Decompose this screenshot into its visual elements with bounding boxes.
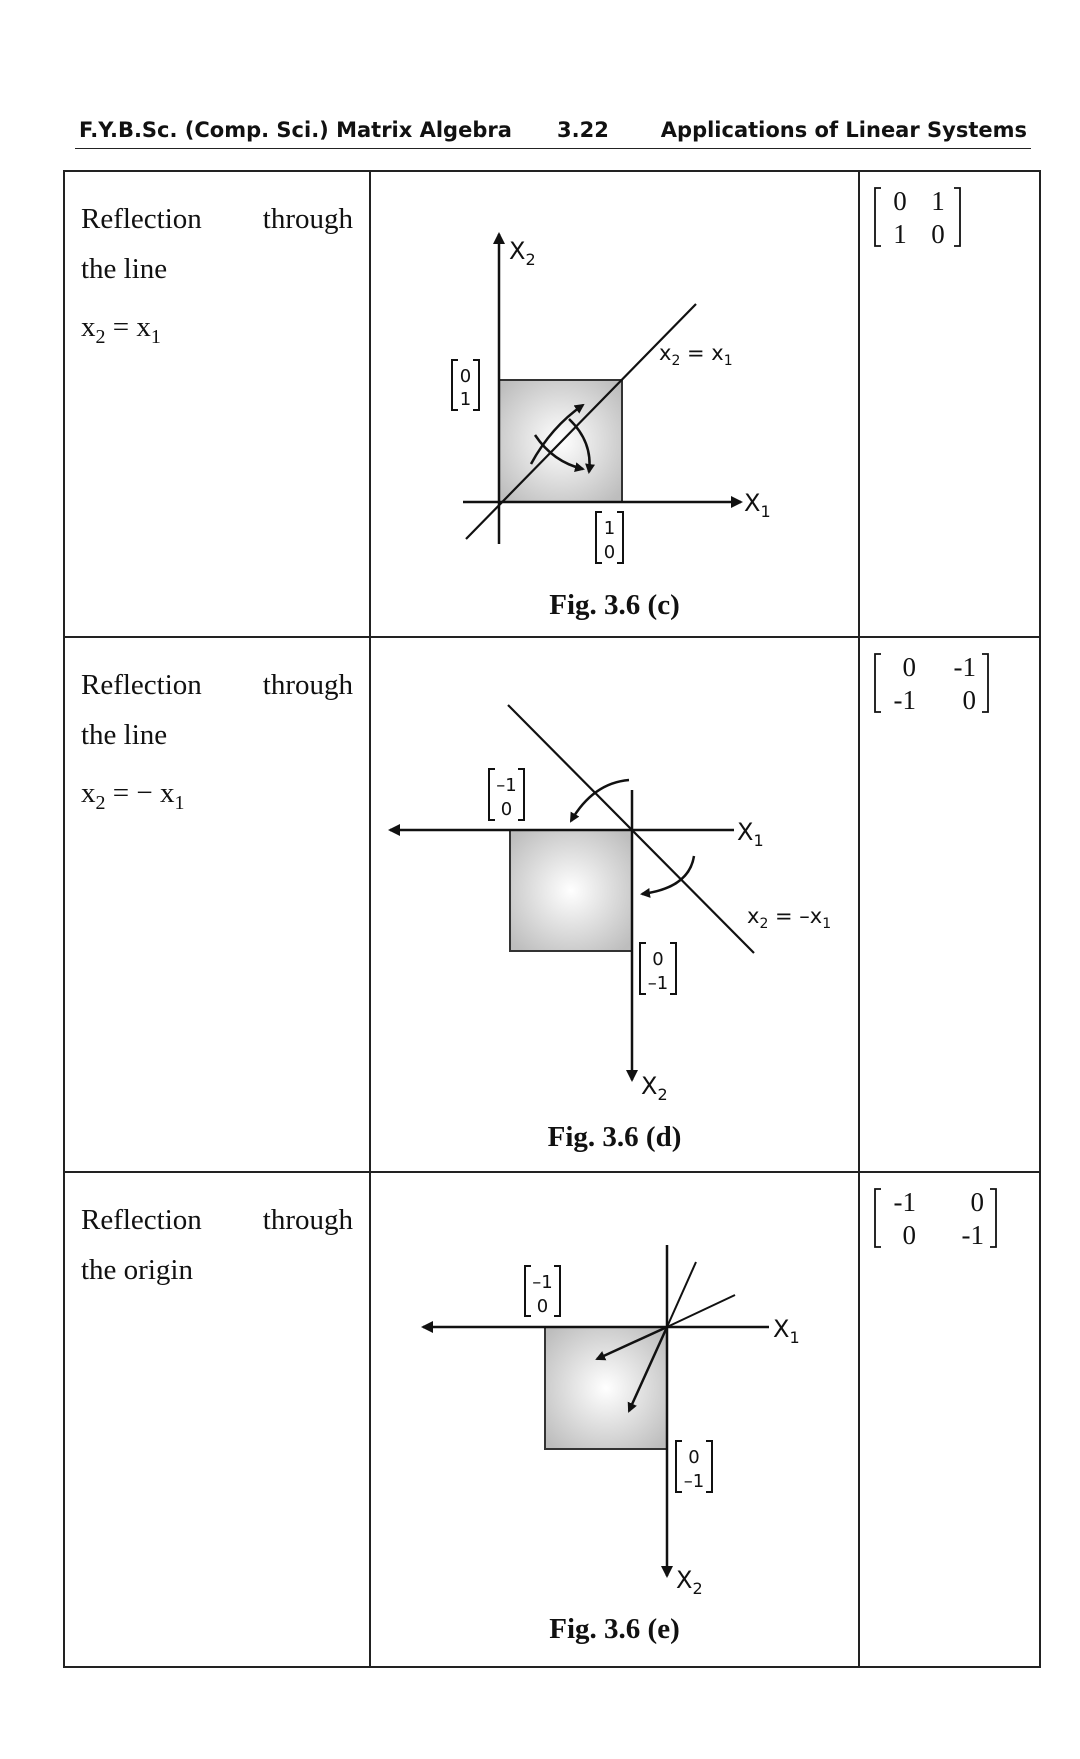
vector-neg-e2 [640, 943, 676, 994]
svg-text:0: 0 [970, 1187, 984, 1217]
reflection-equation: $x_2$ = − $x_1$ [81, 777, 185, 814]
svg-text:0: 0 [603, 542, 616, 563]
svg-text:–1: –1 [496, 775, 517, 796]
figure-3-6-d [371, 638, 858, 1169]
vector-e2 [452, 360, 479, 410]
vector-e1 [596, 512, 623, 563]
x1-axis-label: $X_1$ [744, 489, 771, 521]
description-cell [64, 637, 370, 1172]
figure-caption: Fig. 3.6 (e) [549, 1613, 680, 1645]
desc-line: the origin [81, 1254, 193, 1286]
header-page-number: 3.22 [557, 118, 609, 142]
svg-text:-1: -1 [893, 685, 916, 715]
header-chapter-title: Applications of Linear Systems [660, 118, 1027, 142]
svg-text:1: 1 [931, 186, 945, 216]
svg-text:0: 0 [536, 1296, 549, 1317]
figure-caption: Fig. 3.6 (c) [549, 589, 680, 621]
figure-cell [370, 1172, 859, 1667]
reflection-arrow-icon [571, 780, 629, 821]
svg-text:–1: –1 [683, 1471, 705, 1492]
transformation-matrix [872, 1183, 1007, 1255]
x1-axis-label: $X_1$ [737, 818, 764, 850]
page-header [75, 118, 1031, 149]
matrix-cell [859, 1172, 1040, 1667]
table-row [64, 1172, 1040, 1667]
transformation-matrix [872, 648, 1002, 720]
table-row [64, 171, 1040, 637]
desc-line: the line [81, 253, 168, 285]
svg-text:0: 0 [459, 366, 472, 387]
svg-text:0: 0 [962, 685, 976, 715]
unit-square [545, 1327, 667, 1449]
svg-text:–1: –1 [647, 973, 669, 994]
desc-word: through [262, 669, 353, 701]
reflection-equation: $x_2 = x_1$ [81, 311, 161, 348]
desc-word: through [262, 1204, 353, 1236]
svg-text:0: 0 [500, 799, 513, 820]
vector-neg-e2 [676, 1441, 712, 1492]
svg-text:0: 0 [893, 186, 907, 216]
svg-text:1: 1 [603, 518, 616, 539]
transformation-matrix [872, 182, 972, 254]
table-row [64, 637, 1040, 1172]
svg-text:–1: –1 [532, 1272, 553, 1293]
original-vector-line [667, 1262, 696, 1327]
transformations-table [63, 170, 1041, 1668]
svg-text:0: 0 [931, 219, 945, 249]
reflection-arrow-icon [642, 856, 694, 894]
svg-text:1: 1 [459, 389, 472, 410]
original-vector-line [667, 1295, 735, 1327]
matrix-cell [859, 637, 1040, 1172]
x1-axis-label: $X_1$ [773, 1315, 800, 1347]
x2-axis-label: $X_2$ [676, 1566, 703, 1598]
x2-axis-label: $X_2$ [509, 237, 536, 269]
matrix-cell [859, 171, 1040, 637]
desc-word: through [262, 203, 353, 235]
description-cell [64, 1172, 370, 1667]
line-label: $x_2 = -x_1$ [747, 904, 832, 932]
figure-caption: Fig. 3.6 (d) [547, 1121, 682, 1153]
desc-word: Reflection [81, 669, 202, 701]
svg-text:-1: -1 [893, 1187, 916, 1217]
description-cell [64, 171, 370, 637]
svg-text:0: 0 [688, 1447, 700, 1468]
desc-word: Reflection [81, 203, 202, 235]
line-label: $x_2 = x_1$ [659, 341, 733, 369]
svg-text:-1: -1 [953, 652, 976, 682]
figure-3-6-c [371, 172, 858, 634]
unit-square [510, 830, 632, 951]
x2-axis-label: $X_2$ [641, 1072, 668, 1104]
svg-text:1: 1 [893, 219, 907, 249]
vector-neg-e1 [489, 769, 524, 820]
svg-text:-1: -1 [961, 1220, 984, 1250]
figure-cell [370, 171, 859, 637]
desc-word: Reflection [81, 1204, 202, 1236]
svg-text:0: 0 [902, 1220, 916, 1250]
svg-text:0: 0 [652, 949, 664, 970]
vector-neg-e1 [525, 1266, 560, 1317]
figure-cell [370, 637, 859, 1172]
desc-line: the line [81, 719, 168, 751]
header-book-title: F.Y.B.Sc. (Comp. Sci.) Matrix Algebra [79, 118, 512, 142]
figure-3-6-e [371, 1173, 858, 1664]
svg-text:0: 0 [902, 652, 916, 682]
